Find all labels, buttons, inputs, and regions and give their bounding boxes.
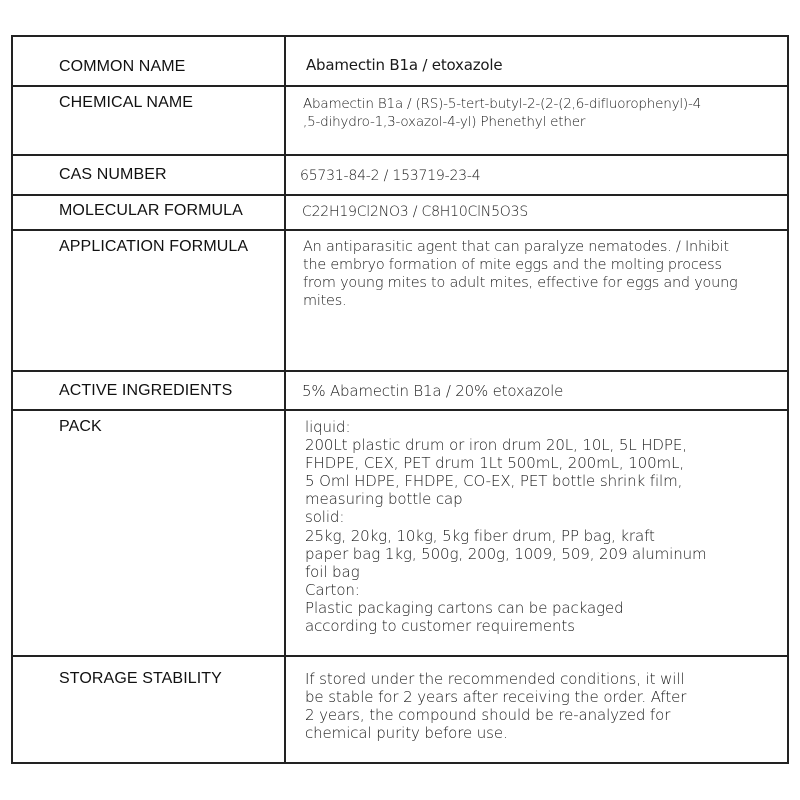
cas-number-label: CAS NUMBER (59, 166, 167, 183)
application-formula-value: An antiparasitic agent that can paralyze nematodes. / Inhibit the embryo formation of mite eggs and the molting process from young mites to adult mites, effective for eggs and young mites. (303, 239, 738, 309)
active-ingredients-value: 5% Abamectin B1a / 20% etoxazole (302, 382, 564, 400)
pack-label: PACK (59, 418, 102, 435)
application-formula-label: APPLICATION FORMULA (59, 238, 249, 255)
storage-stability-value: If stored under the recommended conditions, it will be stable for 2 years after receiving the order. After 2 years, the compound should be re-analyzed for chemical purity before use. (305, 670, 687, 743)
molecular-formula-value: C22H19Cl2NO3 / C8H10ClN5O3S (302, 204, 529, 220)
row-divider (13, 409, 787, 411)
specification-table (11, 35, 789, 764)
chemical-name-value: Abamectin B1a / (RS)-5-tert-butyl-2-(2-(2,6-difluorophenyl)-4 ,5-dihydro-1,3-oxazol-4-yl) Phenethyl ether (303, 96, 702, 130)
pack-value: liquid: 200Lt plastic drum or iron drum 20L, 10L, 5L HDPE, FHDPE, CEX, PET drum 1Lt 500mL, 200mL, 100mL, 5 Oml HDPE, FHDPE, CO-EX, PET bottle shrink film, measuring bottle cap solid: 25kg, 20kg, 10kg, 5kg fiber drum, PP bag, kraft paper bag 1kg, 500g, 200g, 1009, 509, 209 aluminum foil bag Carton: Plastic packaging cartons can be packaged according to customer requirements (305, 418, 707, 636)
row-divider (13, 229, 787, 231)
common-name-label: COMMON NAME (59, 58, 186, 75)
row-divider (13, 154, 787, 156)
row-divider (13, 370, 787, 372)
cas-number-value: 65731-84-2 / 153719-23-4 (300, 168, 481, 184)
row-divider (13, 655, 787, 657)
storage-stability-label: STORAGE STABILITY (59, 670, 222, 687)
column-divider (284, 37, 286, 762)
active-ingredients-label: ACTIVE INGREDIENTS (59, 382, 233, 399)
row-divider (13, 194, 787, 196)
molecular-formula-label: MOLECULAR FORMULA (59, 202, 243, 219)
common-name-value: Abamectin B1a / etoxazole (306, 56, 503, 74)
chemical-name-label: CHEMICAL NAME (59, 94, 194, 111)
row-divider (13, 85, 787, 87)
